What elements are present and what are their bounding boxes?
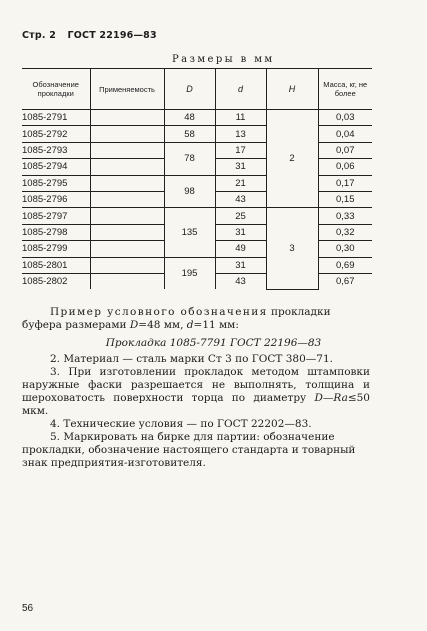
row-d: 31 — [215, 224, 266, 240]
row-code: 1085-2801 — [22, 257, 90, 273]
symbol-d: d — [186, 319, 194, 331]
row-mass: 0,69 — [318, 257, 372, 273]
table-row — [22, 110, 372, 126]
row-applicability — [90, 208, 164, 224]
table-row — [22, 142, 372, 158]
row-d: 43 — [215, 191, 266, 207]
row-mass: 0,07 — [318, 142, 372, 158]
row-d: 43 — [215, 273, 266, 289]
sizes-table — [22, 68, 372, 290]
row-mass: 0,67 — [318, 273, 372, 289]
col-header-d: d — [215, 69, 266, 110]
row-D: 48 — [164, 110, 215, 126]
col-header-applicability: Применяемость — [90, 69, 164, 110]
page-label: Стр. 2 — [22, 30, 57, 41]
item-stamping-symbol: D—Ra — [314, 392, 348, 404]
row-applicability — [90, 191, 164, 207]
row-D: 195 — [164, 257, 215, 289]
row-d: 31 — [215, 257, 266, 273]
row-D: 98 — [164, 175, 215, 208]
row-code: 1085-2799 — [22, 241, 90, 257]
row-D: 135 — [164, 208, 215, 257]
row-d: 21 — [215, 175, 266, 191]
row-code: 1085-2792 — [22, 126, 90, 142]
item-specs: 4. Технические условия — по ГОСТ 22202—83. — [50, 418, 312, 430]
table-header-row — [22, 69, 372, 110]
example-heading: Пример условного обозначения — [50, 306, 268, 318]
col-header-D: D — [164, 69, 215, 110]
table-row — [22, 126, 372, 142]
row-applicability — [90, 257, 164, 273]
row-D: 78 — [164, 142, 215, 175]
row-code: 1085-2798 — [22, 224, 90, 240]
requirements-list — [22, 353, 370, 470]
row-D: 58 — [164, 126, 215, 142]
row-d: 11 — [215, 110, 266, 126]
table-caption: Размеры в мм — [172, 54, 275, 65]
row-mass: 0,15 — [318, 191, 372, 207]
row-mass: 0,04 — [318, 126, 372, 142]
table-row — [22, 208, 372, 224]
col-header-designation: Обозначение прокладки — [22, 69, 90, 110]
row-code: 1085-2797 — [22, 208, 90, 224]
standard-number: ГОСТ 22196—83 — [67, 30, 157, 41]
symbol-D: D — [129, 319, 139, 331]
row-d: 31 — [215, 159, 266, 175]
row-applicability — [90, 126, 164, 142]
row-mass: 0,32 — [318, 224, 372, 240]
col-header-mass: Масса, кг, не более — [318, 69, 372, 110]
example-paragraph — [22, 306, 370, 332]
page-number: 56 — [22, 603, 34, 614]
row-applicability — [90, 142, 164, 158]
item-stamping — [22, 366, 370, 418]
row-applicability — [90, 159, 164, 175]
row-applicability — [90, 273, 164, 289]
row-applicability — [90, 175, 164, 191]
row-code: 1085-2795 — [22, 175, 90, 191]
row-mass: 0,30 — [318, 241, 372, 257]
row-H: 3 — [266, 208, 318, 289]
row-code: 1085-2793 — [22, 142, 90, 158]
row-d: 17 — [215, 142, 266, 158]
row-applicability — [90, 224, 164, 240]
row-mass: 0,06 — [318, 159, 372, 175]
row-code: 1085-2791 — [22, 110, 90, 126]
page-header — [22, 30, 157, 41]
row-code: 1085-2796 — [22, 191, 90, 207]
row-code: 1085-2802 — [22, 276, 68, 288]
item-stamping-value: ≤50 мкм. — [22, 392, 370, 417]
example-heading-rest: прокладки буфера размерами — [22, 306, 331, 331]
row-mass: 0,33 — [318, 208, 372, 224]
table-row — [22, 175, 372, 191]
row-d: 49 — [215, 241, 266, 257]
value-D: =48 мм, — [138, 319, 184, 331]
row-d: 13 — [215, 126, 266, 142]
row-H: 2 — [266, 110, 318, 208]
value-d: =11 мм: — [193, 319, 239, 331]
item-stamping-text: 3. При изготовлении прокладок методом штамповки наружные фаски разрешается не выполнять, толщина и шероховатость поверхности торца по диаметру — [22, 366, 370, 404]
row-applicability — [90, 241, 164, 257]
row-d: 25 — [215, 208, 266, 224]
row-mass: 0,17 — [318, 175, 372, 191]
row-applicability — [90, 110, 164, 126]
row-mass: 0,03 — [318, 110, 372, 126]
col-header-H: H — [266, 69, 318, 110]
table-row — [22, 257, 372, 273]
item-marking: 5. Маркировать на бирке для партии: обозначение прокладки, обозначение настоящего стандарта и товарный знак предприятия-изготовителя. — [22, 431, 356, 469]
row-code: 1085-2794 — [22, 159, 90, 175]
item-material: 2. Материал — сталь марки Ст 3 по ГОСТ 380—71. — [50, 353, 333, 365]
marking-example: Прокладка 1085-7791 ГОСТ 22196—83 — [105, 337, 322, 349]
